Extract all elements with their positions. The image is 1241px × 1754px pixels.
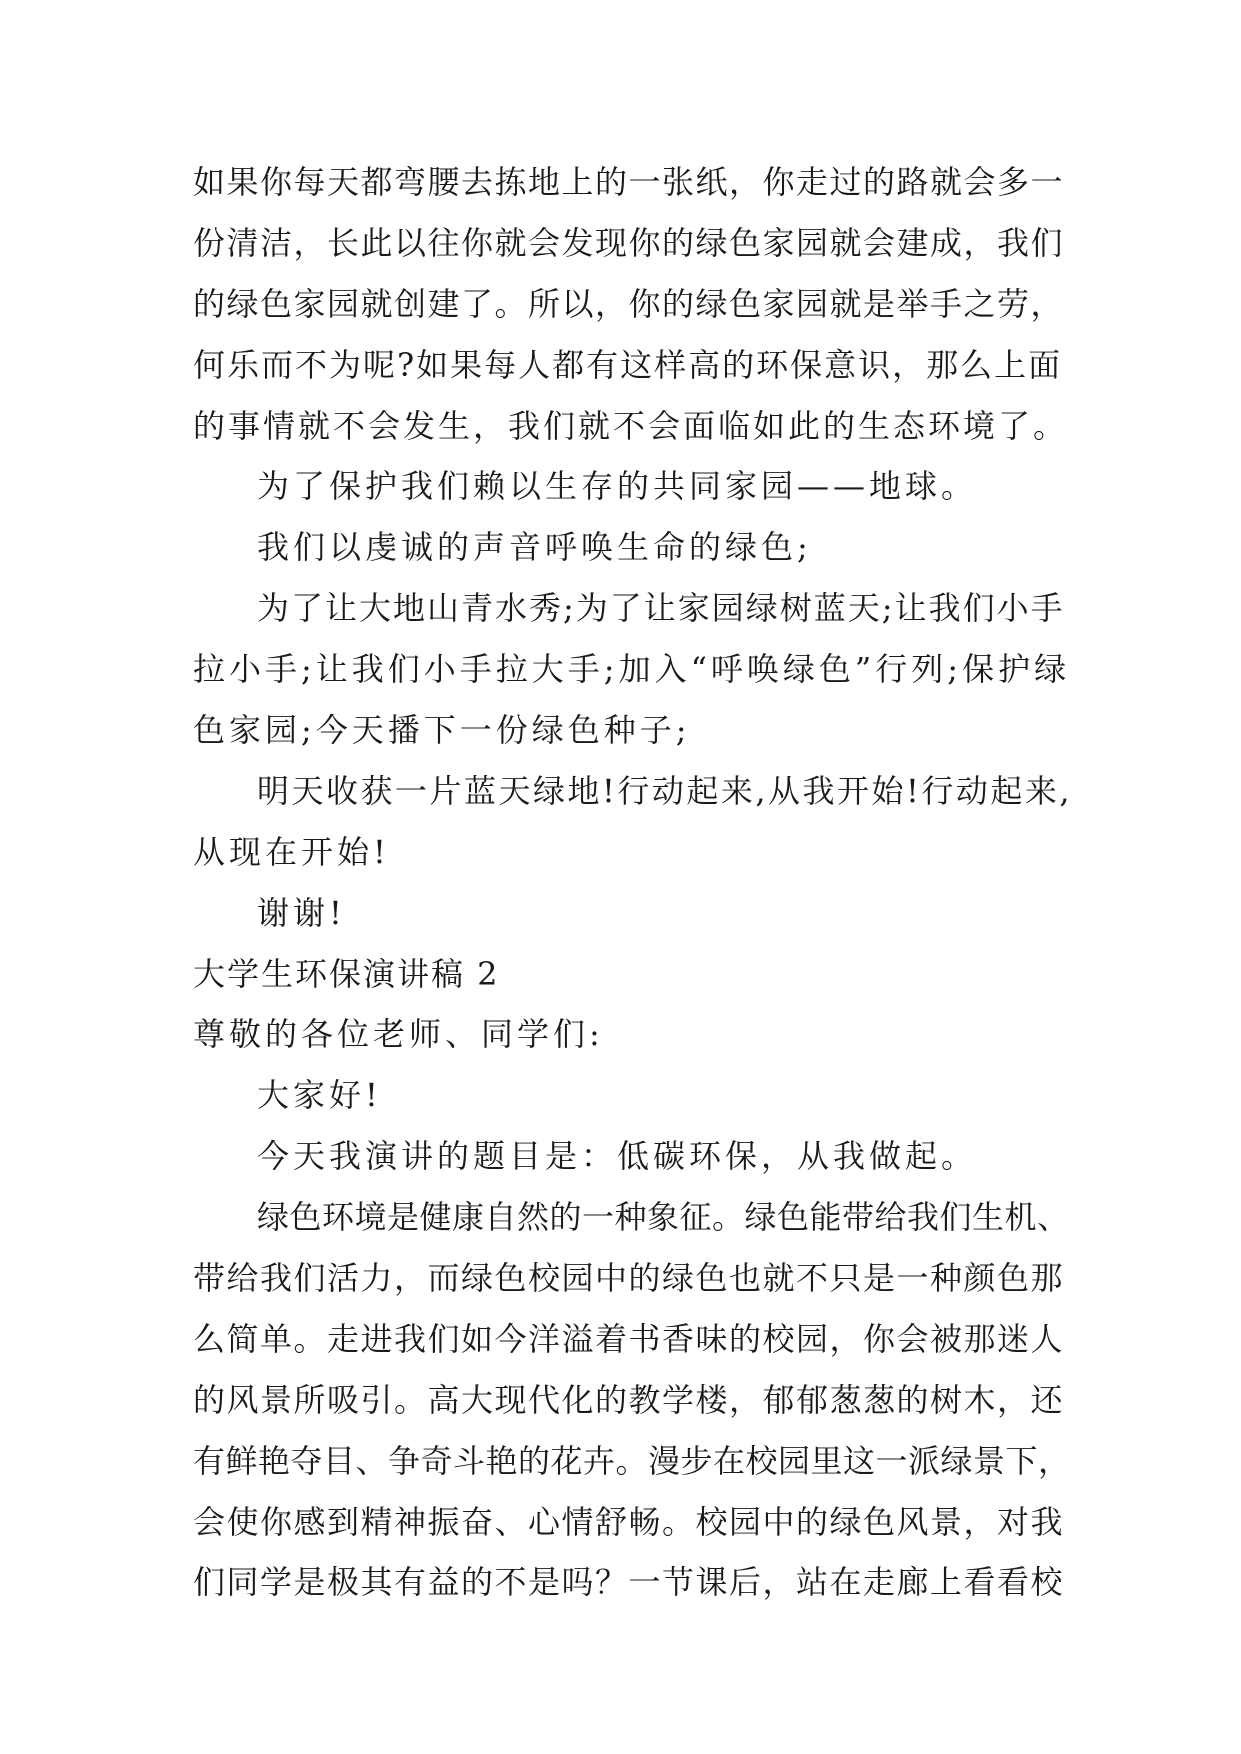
body-line: 有鲜艳夺目、争奇斗艳的花卉。漫步在校园里这一派绿景下，	[193, 1441, 1071, 1480]
body-line: 带给我们活力，而绿色校园中的绿色也就不只是一种颜色那	[193, 1259, 1065, 1298]
body-line: 会使你感到精神振奋、心情舒畅。校园中的绿色风景，对我	[193, 1502, 1065, 1541]
body-line: 么简单。走进我们如今洋溢着书香味的校园，你会被那迷人	[193, 1319, 1065, 1358]
paragraph-line: 明天收获一片蓝天绿地!行动起来,从我开始!行动起来,	[257, 771, 1073, 810]
body-line: 的事情就不会发生，我们就不会面临如此的生态环境了。	[193, 406, 1069, 445]
paragraph-line: 今天我演讲的题目是：低碳环保，从我做起。	[257, 1137, 978, 1176]
body-line: 从现在开始!	[193, 832, 390, 871]
paragraph-line: 绿色环境是健康自然的一种象征。绿色能带给我们生机、	[257, 1198, 1070, 1237]
body-line: 何乐而不为呢?如果每人都有这样高的环保意识，那么上面	[193, 345, 1063, 384]
greeting: 大家好!	[257, 1076, 382, 1115]
body-line: 色家园;今天播下一份绿色种子;	[193, 711, 691, 750]
paragraph-line: 为了让大地山青水秀;为了让家园绿树蓝天;让我们小手	[257, 589, 1065, 628]
paragraph-line: 谢谢!	[257, 893, 346, 932]
section-title: 大学生环保演讲稿 2	[193, 954, 500, 993]
body-line: 份清洁，长此以往你就会发现你的绿色家园就会建成，我们	[193, 223, 1065, 262]
document-body	[193, 152, 1073, 1613]
body-line: 的风景所吸引。高大现代化的教学楼，郁郁葱葱的树木，还	[193, 1380, 1065, 1419]
paragraph-line: 我们以虔诚的声音呼唤生命的绿色;	[257, 528, 812, 567]
body-line: 的绿色家园就创建了。所以，你的绿色家园就是举手之劳，	[193, 284, 1065, 323]
paragraph-line: 为了保护我们赖以生存的共同家园——地球。	[257, 467, 978, 506]
salutation: 尊敬的各位老师、同学们:	[193, 1015, 604, 1054]
body-line: 拉小手;让我们小手拉大手;加入“呼唤绿色”行列;保护绿	[193, 650, 1071, 689]
body-line: 们同学是极其有益的不是吗？一节课后，站在走廊上看看校	[193, 1563, 1065, 1602]
body-line: 如果你每天都弯腰去拣地上的一张纸，你走过的路就会多一	[193, 163, 1065, 201]
